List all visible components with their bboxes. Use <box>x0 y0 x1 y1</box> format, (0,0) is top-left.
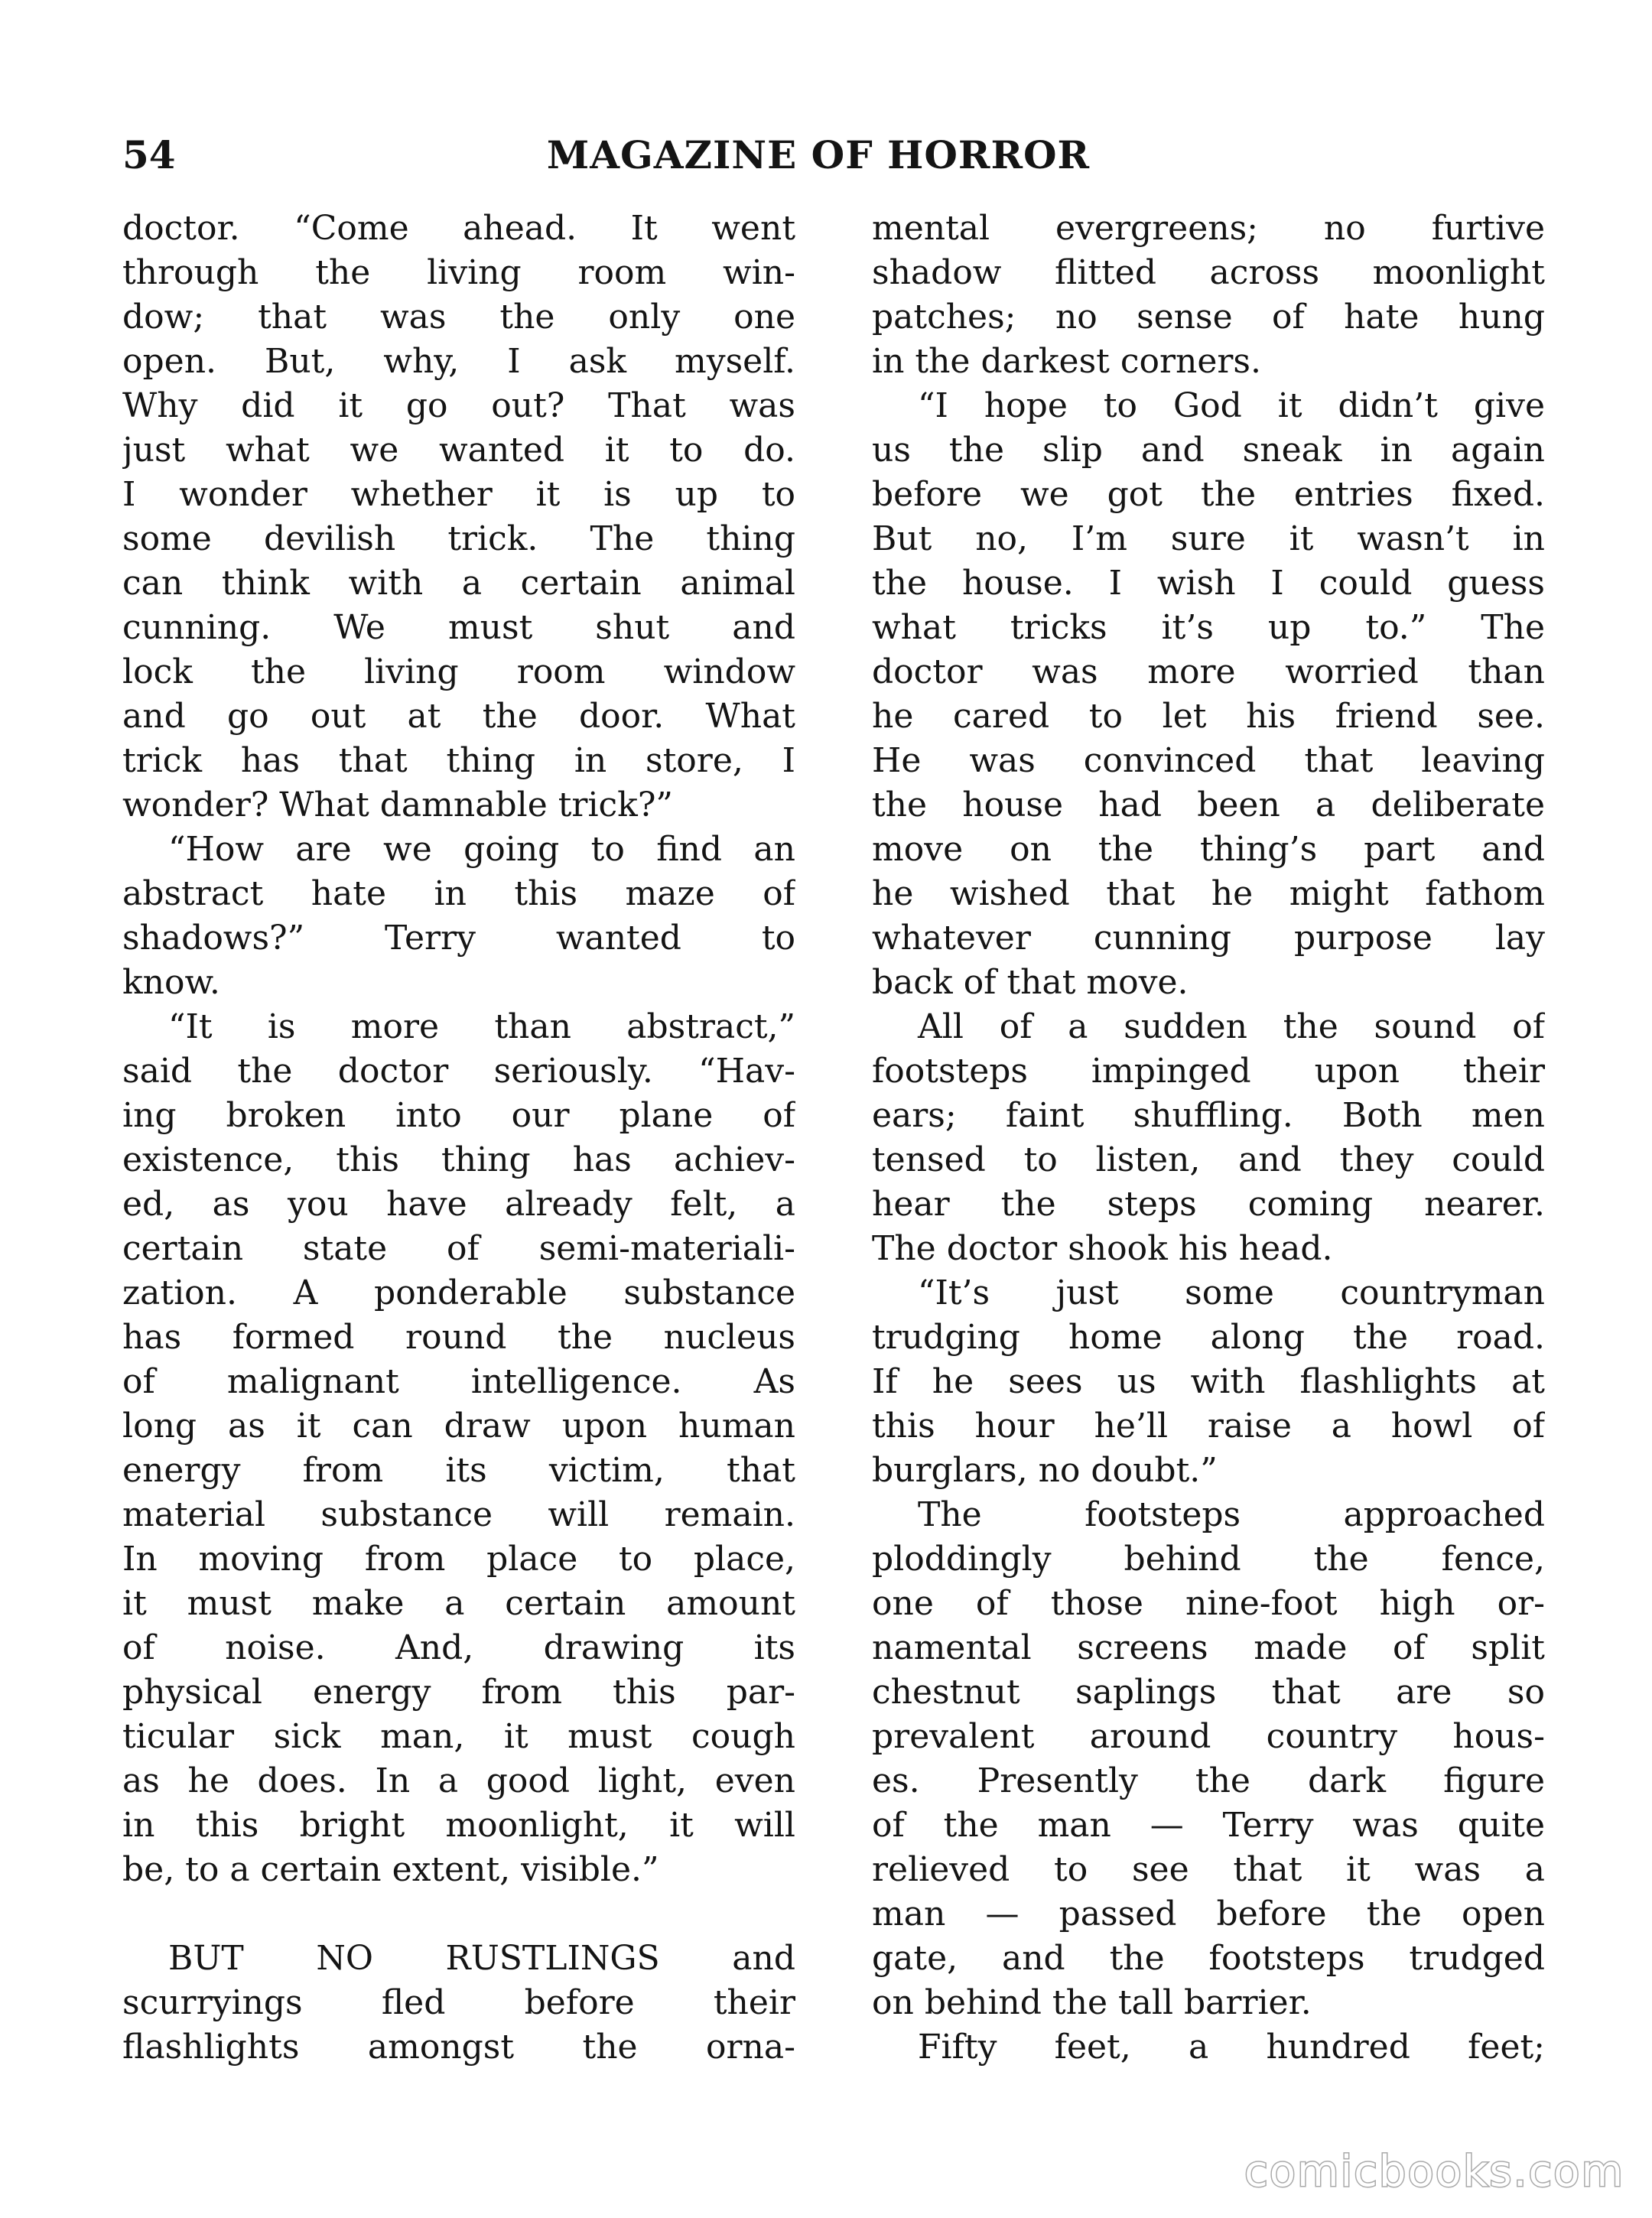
text-line: tensed to listen, and they could <box>872 1140 1545 1179</box>
text-line: wonder? What damnable trick?” <box>122 785 673 824</box>
text-line: back of that move. <box>872 963 1189 1002</box>
text-line: just what we wanted it to do. <box>122 431 795 470</box>
text-line <box>122 1892 795 1937</box>
text-line: He was convinced that leaving <box>872 741 1545 780</box>
text-line: All of a sudden the sound of <box>918 1007 1545 1046</box>
text-line: ticular sick man, it must cough <box>122 1717 795 1756</box>
text-line: can think with a certain animal <box>122 564 795 603</box>
text-line: through the living room win- <box>122 253 795 292</box>
text-line: cunning. We must shut and <box>122 608 795 647</box>
text-line: on behind the tall barrier. <box>872 1983 1312 2022</box>
text-line: doctor. “Come ahead. It went <box>122 209 795 248</box>
text-line: ploddingly behind the fence, <box>872 1540 1545 1579</box>
text-line: In moving from place to place, <box>122 1540 795 1579</box>
text-line: whatever cunning purpose lay <box>872 919 1545 958</box>
text-line: in this bright moonlight, it will <box>122 1806 795 1845</box>
text-line: prevalent around country hous- <box>872 1717 1545 1756</box>
text-line: as he does. In a good light, even <box>122 1761 795 1800</box>
text-line: some devilish trick. The thing <box>122 519 795 558</box>
text-line: shadow flitted across moonlight <box>872 253 1545 292</box>
watermark: comicbooks.com <box>1244 2147 1624 2197</box>
text-line: of the man — Terry was quite <box>872 1806 1545 1845</box>
text-line: patches; no sense of hate hung <box>872 298 1545 337</box>
text-line: namental screens made of split <box>872 1628 1545 1667</box>
text-line: lock the living room window <box>122 652 795 691</box>
text-column-left <box>122 207 795 2070</box>
text-line: the house had been a deliberate <box>872 785 1545 824</box>
running-head <box>122 128 1545 182</box>
text-line: “It is more than abstract,” <box>168 1007 795 1046</box>
text-line: The footsteps approached <box>918 1495 1545 1534</box>
text-line: If he sees us with flashlights at <box>872 1362 1545 1401</box>
text-line: has formed round the nucleus <box>122 1318 795 1357</box>
text-column-right <box>872 207 1545 2070</box>
text-line: energy from its victim, that <box>122 1451 795 1490</box>
text-line: “It’s just some countryman <box>918 1273 1545 1312</box>
text-line: hear the steps coming nearer. <box>872 1185 1545 1224</box>
page-number: 54 <box>122 132 176 177</box>
text-line: scurryings fled before their <box>122 1983 795 2022</box>
text-line: in the darkest corners. <box>872 342 1261 381</box>
text-line: open. But, why, I ask myself. <box>122 342 795 381</box>
text-line: ears; faint shuffling. Both men <box>872 1096 1545 1135</box>
text-line: it must make a certain amount <box>122 1584 795 1623</box>
text-line: physical energy from this par- <box>122 1673 795 1712</box>
text-line: know. <box>122 963 220 1002</box>
text-line: “I hope to God it didn’t give <box>918 386 1545 425</box>
text-line: chestnut saplings that are so <box>872 1673 1545 1712</box>
text-line: mental evergreens; no furtive <box>872 209 1545 248</box>
text-line: burglars, no doubt.” <box>872 1451 1218 1490</box>
text-line: BUT NO RUSTLINGS and <box>168 1939 795 1978</box>
text-line: existence, this thing has achiev- <box>122 1140 795 1179</box>
text-line: be, to a certain extent, visible.” <box>122 1850 659 1889</box>
text-line: shadows?” Terry wanted to <box>122 919 795 958</box>
text-line: gate, and the footsteps trudged <box>872 1939 1545 1978</box>
text-line: flashlights amongst the orna- <box>122 2028 795 2067</box>
text-line: es. Presently the dark figure <box>872 1761 1545 1800</box>
text-line: trudging home along the road. <box>872 1318 1545 1357</box>
text-line: ed, as you have already felt, a <box>122 1185 795 1224</box>
text-line: man — passed before the open <box>872 1894 1545 1933</box>
text-line: abstract hate in this maze of <box>122 874 795 913</box>
text-line: what tricks it’s up to.” The <box>872 608 1545 647</box>
text-line: But no, I’m sure it wasn’t in <box>872 519 1545 558</box>
text-line: relieved to see that it was a <box>872 1850 1545 1889</box>
text-line: ing broken into our plane of <box>122 1096 795 1135</box>
text-line: “How are we going to find an <box>168 830 795 869</box>
text-line: before we got the entries fixed. <box>872 475 1545 514</box>
text-line: one of those nine-foot high or- <box>872 1584 1545 1623</box>
text-line: the house. I wish I could guess <box>872 564 1545 603</box>
text-line: trick has that thing in store, I <box>122 741 795 780</box>
text-line: and go out at the door. What <box>122 697 795 736</box>
text-line: The doctor shook his head. <box>872 1229 1333 1268</box>
text-line: zation. A ponderable substance <box>122 1273 795 1312</box>
text-line: he wished that he might fathom <box>872 874 1545 913</box>
text-line: Fifty feet, a hundred feet; <box>918 2028 1545 2067</box>
text-line: of noise. And, drawing its <box>122 1628 795 1667</box>
text-line: long as it can draw upon human <box>122 1407 795 1446</box>
text-line: doctor was more worried than <box>872 652 1545 691</box>
text-line: certain state of semi-materiali- <box>122 1229 795 1268</box>
text-line: of malignant intelligence. As <box>122 1362 795 1401</box>
text-line: footsteps impinged upon their <box>872 1052 1545 1091</box>
text-line: us the slip and sneak in again <box>872 431 1545 470</box>
text-line: move on the thing’s part and <box>872 830 1545 869</box>
magazine-title: MAGAZINE OF HORROR <box>546 132 1091 177</box>
text-line: material substance will remain. <box>122 1495 795 1534</box>
text-line: this hour he’ll raise a howl of <box>872 1407 1545 1446</box>
text-line: I wonder whether it is up to <box>122 475 795 514</box>
text-line: said the doctor seriously. “Hav- <box>122 1052 795 1091</box>
text-line: Why did it go out? That was <box>122 386 795 425</box>
text-line: he cared to let his friend see. <box>872 697 1545 736</box>
text-line: dow; that was the only one <box>122 298 795 337</box>
